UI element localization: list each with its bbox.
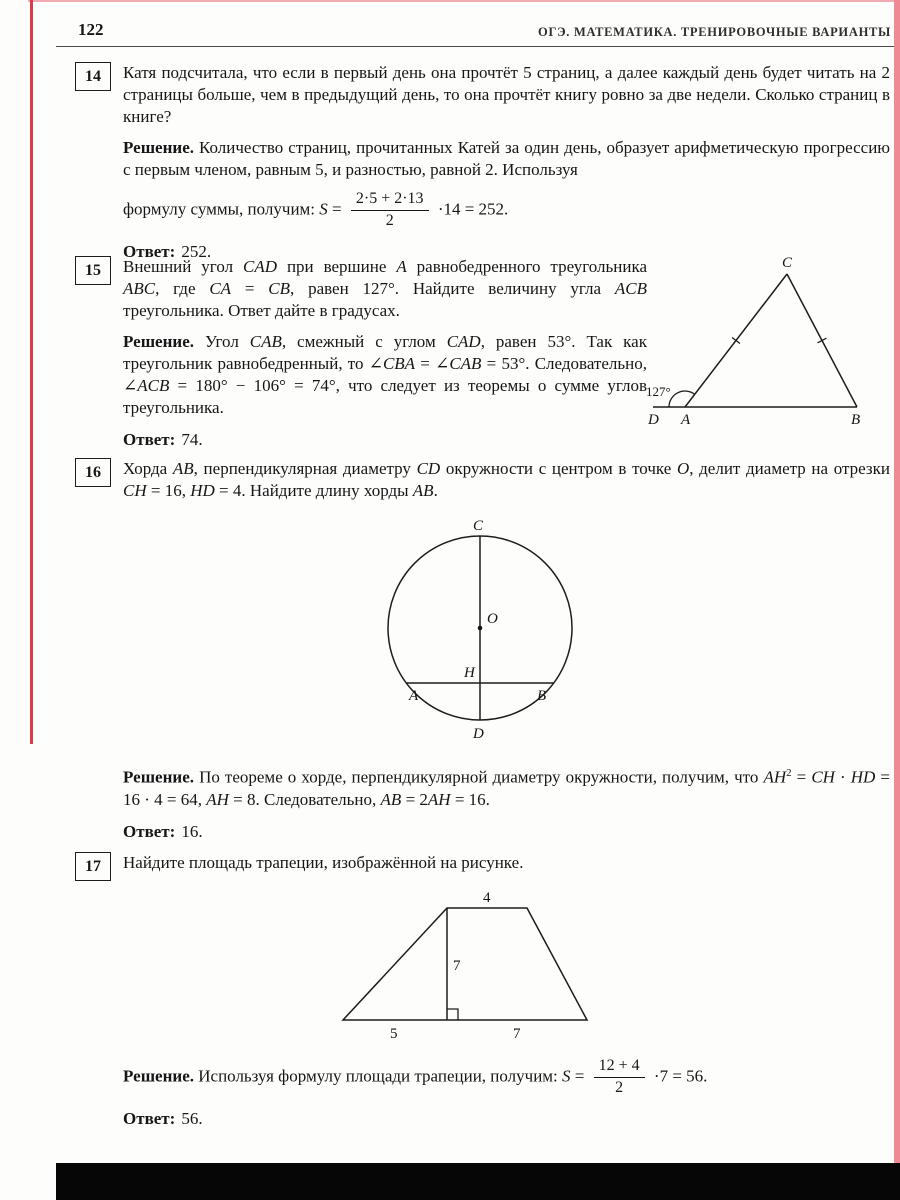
- trapezoid-outline: [343, 908, 587, 1020]
- label-A: A: [681, 412, 691, 428]
- label-bottom-left: 5: [390, 1026, 398, 1042]
- answer-line: [123, 1108, 890, 1130]
- label-B: B: [537, 688, 547, 704]
- problem-16: [75, 458, 890, 852]
- problem-content: [123, 458, 890, 843]
- problem-15: [75, 256, 890, 460]
- fraction-denominator: 2: [615, 1079, 624, 1097]
- triangle-figure-wrap: [645, 252, 877, 435]
- solution-text: Решение. По теореме о хорде, перпендикулярной диаметру окружности, получим, что $AH^2$ = CH · HD = 16 · 4 = 64, AH = 8. Следовательно, AB = 2AH = 16.: [123, 767, 891, 809]
- right-angle-mark: [447, 1009, 458, 1020]
- formula-rhs: ·14 = 252.: [433, 199, 509, 219]
- page-number: 122: [78, 20, 104, 39]
- circle-figure-wrap: [375, 516, 890, 752]
- answer-label: Ответ:: [123, 821, 176, 841]
- label-C: C: [782, 255, 793, 271]
- angle-label: 127°: [646, 384, 671, 399]
- page-edge-top: [28, 0, 900, 2]
- header-rule: [56, 46, 894, 47]
- problem-statement: Хорда AB, перпендикулярная диаметру CD окружности с центром в точке O, делит диаметр на отрезки CH = 16, HD = 4. Найдите длину хорды AB.: [123, 459, 890, 500]
- answer-line: [123, 429, 647, 451]
- label-H: H: [464, 665, 475, 681]
- problem-statement: Найдите площадь трапеции, изображённой на рисунке.: [123, 853, 524, 872]
- trapezoid-figure-wrap: [335, 890, 890, 1051]
- bottom-black-bar: [56, 1163, 900, 1200]
- fraction: [594, 1057, 645, 1098]
- formula-lhs: S =: [562, 1066, 589, 1086]
- solution-text: Решение. Количество страниц, прочитанных Катей за один день, образует арифметическую прогрессию с первым членом, равным 5, и разностью, равной 2. Используя: [123, 138, 890, 179]
- fraction-numerator: 12 + 4: [594, 1057, 645, 1078]
- label-top-side: 4: [483, 890, 491, 906]
- label-D: D: [473, 726, 484, 742]
- page-header: [58, 20, 891, 40]
- formula-lhs: S =: [319, 199, 346, 219]
- fraction-denominator: 2: [385, 212, 394, 230]
- formula-rhs: ·7 = 56.: [649, 1066, 708, 1086]
- trapezoid-figure: [335, 890, 615, 1045]
- problem-content: [123, 256, 647, 451]
- label-A: A: [409, 688, 419, 704]
- label-C: C: [473, 518, 484, 534]
- header-title: ОГЭ. МАТЕМАТИКА. ТРЕНИРОВОЧНЫЕ ВАРИАНТЫ: [538, 25, 891, 39]
- answer-value: 56.: [181, 1108, 203, 1128]
- problem-content: [123, 852, 890, 1130]
- tick-mark-ac: [732, 338, 740, 344]
- fraction-numerator: 2·5 + 2·13: [351, 190, 429, 211]
- problem-number-box: 15: [75, 256, 111, 285]
- circle-figure: [375, 516, 585, 746]
- problem-statement: Внешний угол CAD при вершине A равнобедренного треугольника ABC, где CA = CB, равен 127°. Найдите величину угла ACB треугольника. Ответ дайте в градусах.: [123, 257, 647, 320]
- page-edge-right: [894, 0, 900, 1200]
- solution-formula: [123, 1057, 890, 1098]
- problem-number-box: 17: [75, 852, 111, 881]
- label-bottom-right: 7: [513, 1026, 521, 1042]
- problem-content: [123, 62, 890, 263]
- problem-statement: Катя подсчитала, что если в первый день она прочтёт 5 страниц, а далее каждый день будет читать на 2 страницы больше, чем в предыдущий день, то она прочтёт книгу ровно за две недели. Сколько страниц в книге?: [123, 63, 890, 126]
- label-height: 7: [453, 958, 461, 974]
- page-edge-left: [30, 0, 33, 744]
- answer-label: Ответ:: [123, 241, 176, 261]
- problem-14: [75, 62, 890, 272]
- formula-intro: Решение. Используя формулу площади трапеции, получим:: [123, 1066, 563, 1086]
- answer-value: 252.: [181, 241, 212, 261]
- center-dot: [478, 626, 483, 631]
- problem-number-box: 14: [75, 62, 111, 91]
- answer-label: Ответ:: [123, 430, 176, 449]
- label-B: B: [851, 412, 861, 428]
- label-O: O: [487, 611, 498, 627]
- answer-label: Ответ:: [123, 1108, 176, 1128]
- label-D: D: [648, 412, 659, 428]
- fraction: [351, 190, 429, 231]
- formula-intro: формулу суммы, получим:: [123, 199, 320, 219]
- problem-17: [75, 852, 890, 1139]
- solution-text: Решение. Угол CAB, смежный с углом CAD, равен 53°. Так как треугольник равнобедренный, то ∠CBA = ∠CAB = 53°. Следовательно, ∠ACB = 180° − 106° = 74°, что следует из теоремы о сумме углов треугольника.: [123, 332, 647, 417]
- answer-value: 16.: [181, 821, 203, 841]
- problem-number-box: 16: [75, 458, 111, 487]
- triangle-figure: [645, 252, 877, 430]
- solution-formula: [123, 190, 890, 231]
- answer-value: 74.: [181, 430, 203, 449]
- answer-line: [123, 821, 890, 843]
